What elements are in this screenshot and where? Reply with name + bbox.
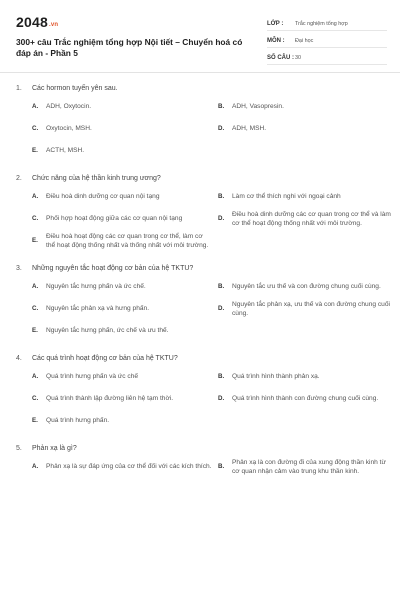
answer-grid xyxy=(16,276,390,342)
answer-letter: E. xyxy=(32,237,38,245)
question-list xyxy=(16,80,391,486)
answer-option-a[interactable] xyxy=(32,456,218,478)
answer-text: Oxytocin, MSH. xyxy=(46,125,92,133)
answer-option-c[interactable] xyxy=(32,208,218,230)
answer-option-e[interactable] xyxy=(32,230,218,252)
answer-option-a[interactable] xyxy=(32,366,218,388)
answer-letter: D. xyxy=(218,395,225,403)
question-text xyxy=(16,80,384,96)
answer-option-e[interactable] xyxy=(32,320,400,342)
question-3 xyxy=(16,260,390,342)
answer-letter: E. xyxy=(32,147,38,155)
logo-main: 2048 xyxy=(16,14,48,30)
answer-text: ACTH, MSH. xyxy=(46,147,85,155)
answer-letter: B. xyxy=(218,373,225,381)
logo-domain: .vn xyxy=(48,22,59,28)
answer-text: Nguyên tắc phản xạ và hưng phấn. xyxy=(46,305,150,313)
question-2 xyxy=(16,170,391,252)
answer-text: ADH, Vasopresin. xyxy=(232,103,284,111)
answer-letter: D. xyxy=(218,215,225,223)
question-stem: Những nguyên tắc hoạt động cơ bản của hệ TKTU? xyxy=(32,264,194,272)
question-1 xyxy=(16,80,384,162)
answer-option-e[interactable] xyxy=(32,140,400,162)
answer-grid xyxy=(16,186,391,252)
meta-value: Trắc nghiệm tổng hợp xyxy=(295,21,348,27)
answer-option-b[interactable] xyxy=(218,456,400,478)
answer-text: Điều hoà hoạt động các cơ quan trong cơ thể, làm cơ thể hoạt động thống nhất và thống nhất với môi trường. xyxy=(46,232,209,249)
answer-option-e[interactable] xyxy=(32,410,400,432)
meta-count-row xyxy=(267,50,387,65)
header-divider xyxy=(0,72,400,73)
meta-label: LỚP : xyxy=(267,21,284,27)
answer-grid xyxy=(16,96,384,162)
answer-option-b[interactable] xyxy=(218,276,400,298)
question-number: 1. xyxy=(16,84,22,92)
answer-letter: E. xyxy=(32,327,38,335)
meta-subject-row xyxy=(267,33,387,48)
answer-text: Nguyên tắc hưng phấn, ức chế và ưu thế. xyxy=(46,327,169,335)
answer-option-b[interactable] xyxy=(218,96,400,118)
question-text xyxy=(16,260,384,276)
answer-text: Điều hoà dinh dưỡng cơ quan nội tạng xyxy=(46,193,160,201)
meta-label: MÔN : xyxy=(267,38,285,44)
answer-text: Làm cơ thể thích nghi với ngoại cảnh xyxy=(232,193,341,201)
answer-letter: C. xyxy=(32,395,39,403)
question-number: 5. xyxy=(16,444,22,452)
answer-text: ADH, Oxytocin. xyxy=(46,103,92,111)
answer-text: Quá trình hưng phấn. xyxy=(46,417,110,425)
answer-option-d[interactable] xyxy=(218,298,400,320)
question-number: 2. xyxy=(16,174,22,182)
answer-letter: B. xyxy=(218,103,225,111)
answer-letter: B. xyxy=(218,463,225,471)
answer-letter: D. xyxy=(218,125,225,133)
answer-text: Quá trình thành lập đường liên hệ tạm thời. xyxy=(46,395,174,403)
answer-letter: A. xyxy=(32,193,39,201)
answer-option-d[interactable] xyxy=(218,118,400,140)
question-text xyxy=(16,440,384,456)
page-header xyxy=(16,10,386,72)
answer-option-d[interactable] xyxy=(218,208,400,230)
answer-option-a[interactable] xyxy=(32,96,218,118)
answer-text: Phản xạ là con đường đi của xung động thần kinh từ cơ quan nhận cảm vào trung khu thần kinh. xyxy=(232,458,386,475)
question-stem: Phản xạ là gì? xyxy=(32,444,77,452)
answer-option-c[interactable] xyxy=(32,118,218,140)
meta-class-row xyxy=(267,16,387,31)
answer-letter: A. xyxy=(32,463,39,471)
answer-option-c[interactable] xyxy=(32,298,218,320)
answer-letter: C. xyxy=(32,125,39,133)
answer-letter: C. xyxy=(32,305,39,313)
answer-text: Quá trình hình thành con đường chung cuối cùng. xyxy=(232,395,379,403)
site-logo[interactable] xyxy=(16,14,58,30)
question-stem: Các hormon tuyến yên sau. xyxy=(32,84,118,92)
quiz-meta xyxy=(267,16,387,65)
answer-option-a[interactable] xyxy=(32,276,218,298)
meta-label: SỐ CÂU : xyxy=(267,55,294,61)
answer-letter: C. xyxy=(32,215,39,223)
question-5 xyxy=(16,440,384,478)
answer-option-a[interactable] xyxy=(32,186,218,208)
answer-letter: D. xyxy=(218,305,225,313)
answer-letter: B. xyxy=(218,283,225,291)
question-text xyxy=(16,170,384,186)
answer-option-b[interactable] xyxy=(218,366,400,388)
answer-text: Nguyên tắc ưu thế và con đường chung cuối cùng. xyxy=(232,283,381,291)
answer-grid xyxy=(16,456,384,478)
answer-option-c[interactable] xyxy=(32,388,218,410)
question-stem: Các quá trình hoạt động cơ bản của hệ TKTU? xyxy=(32,354,178,362)
answer-letter: A. xyxy=(32,373,39,381)
answer-text: Quá trình hình thành phản xạ. xyxy=(232,373,320,381)
question-stem: Chức năng của hệ thần kinh trung ương? xyxy=(32,174,161,182)
answer-text: Quá trình hưng phấn và ức chế xyxy=(46,373,139,381)
answer-letter: E. xyxy=(32,417,38,425)
answer-grid xyxy=(16,366,384,432)
meta-value: 30 xyxy=(295,55,301,61)
answer-option-d[interactable] xyxy=(218,388,400,410)
question-number: 4. xyxy=(16,354,22,362)
answer-text: Nguyên tắc phản xạ, ưu thế và con đường chung cuối cùng. xyxy=(232,300,390,317)
answer-text: ADH, MSH. xyxy=(232,125,267,133)
answer-letter: A. xyxy=(32,103,39,111)
page-title: 300+ câu Trắc nghiệm tổng hợp Nội tiết – Chuyển hoá có đáp án - Phần 5 xyxy=(16,37,243,58)
answer-option-b[interactable] xyxy=(218,186,400,208)
answer-text: Điều hoà dinh dưỡng các cơ quan trong cơ thể và làm cơ thể hoạt động thống nhất với môi trường. xyxy=(232,210,391,227)
question-4 xyxy=(16,350,384,432)
answer-text: Phối hợp hoạt động giữa các cơ quan nội tạng xyxy=(46,215,183,223)
answer-letter: B. xyxy=(218,193,225,201)
meta-value: Đại học xyxy=(295,38,314,44)
answer-text: Phản xạ là sự đáp ứng của cơ thể đối với các kích thích. xyxy=(46,463,212,471)
answer-text: Nguyên tắc hưng phấn và ức chế. xyxy=(46,283,146,291)
question-text xyxy=(16,350,384,366)
answer-letter: A. xyxy=(32,283,39,291)
question-number: 3. xyxy=(16,264,22,272)
